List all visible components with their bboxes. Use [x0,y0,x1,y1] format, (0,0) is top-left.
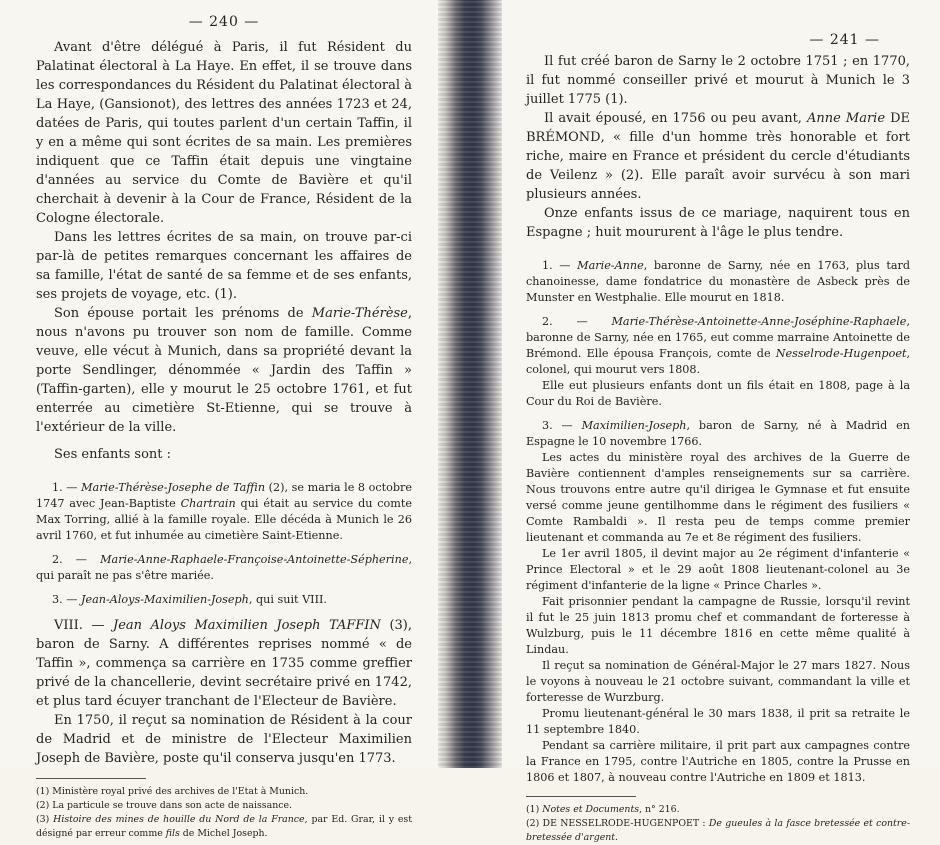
text: , baronne de Sarny, née en 1765, eut comme marraine Antoinette de Brémond. Elle épousa François, comte de [526,315,910,360]
paragraph: En 1750, il reçut sa nomination de Résident à la cour de Madrid et de ministre de l'Electeur Maximilien Joseph de Bavière, poste qu'il conserva jusqu'en 1773. [36,713,412,766]
name: Marie-Anne-Raphaele-Françoise-Antoinette-Sépherine [100,553,409,566]
name: Maximilien-Joseph [581,419,687,432]
paragraph: Pendant sa carrière militaire, il prit part aux campagnes contre la France en 1795, contre l'Autriche en 1805, contre la Prusse en 1806 et 1807, à nouveau contre l'Autriche en 1809 et 1813. [526,739,910,784]
paragraph: Fait prisonnier pendant la campagne de Russie, lorsqu'il revint il fut le 25 juin 1813 promu chef et commandant de forteresse à Wulzburg, puis le 11 décembre 1816 en cette même qualité à Lindau. [526,595,910,656]
name: DE BRÉMOND [526,111,911,145]
left-page [0,0,438,839]
entry-number: 1. — [52,481,82,494]
footnote-divider [36,778,146,779]
title: Notes et Documents [542,804,640,815]
text: , n° 216. [639,804,680,815]
entry-number: 3. — [52,593,81,606]
text: , baronne de Sarny, née en 1763, plus tard chanoinesse, dame fondatrice du monastère de Asbeck près de Munster en Westphalie. Elle mourut en 1818. [526,259,910,304]
paragraph: Elle eut plusieurs enfants dont un fils était en 1808, page à la Cour du Roi de Bavière. [526,379,910,408]
paragraph: Dans les lettres écrites de sa main, on trouve par-ci par-là de petites remarques concernant les affaires de sa famille, l'état de santé de sa femme et de ses enfants, ses projets de voyage, etc. (1). [36,230,412,302]
footnote [36,813,412,841]
child-entry [526,258,910,306]
paragraph: Ses enfants sont : [54,447,172,462]
paragraph: Onze enfants issus de ce mariage, naquirent tous en Espagne ; huit moururent à l'âge le plus tendre. [526,206,910,240]
text: (1) [526,804,543,815]
entry-number: 3. — [542,419,582,432]
paragraph [36,616,412,711]
footnote [526,803,910,817]
paragraph: Il fut créé baron de Sarny le 2 octobre 1751 ; en 1770, il fut nommé conseiller privé et mourut à Munich le 3 juillet 1775 (1). [526,54,910,107]
text: Il avait épousé, en 1756 ou peu avant, [544,111,808,126]
blazon: De gueules à la fasce bretessée et contre-bretessée d'argent. [526,818,911,843]
text: , qui paraît ne pas s'être mariée. [36,553,412,582]
child-entry [526,314,910,378]
text: , qui suit VIII. [248,593,327,606]
name: Marie-Thérèse [311,306,408,321]
text: de Michel Joseph. [179,828,268,839]
name: Jean-Aloys-Maximilien-Joseph [80,593,249,606]
text: , par Ed. Grar, il y est désigné par erreur comme [36,814,413,839]
entry-number: 2. — [52,553,101,566]
text: (2), se maria le 8 octobre 1747 avec Jean-Baptiste [36,481,412,510]
name: Chartrain [180,497,236,510]
name: Marie-Thérèse-Josephe de Taffin [81,481,266,494]
paragraph: Le 1er avril 1805, il devint major au 2e régiment d'infanterie « Prince Electoral » et le 29 août 1808 lieutenant-colonel au 3e régiment d'infanterie de la ligne « Prince Charles ». [526,547,910,592]
paragraph: Avant d'être délégué à Paris, il fut Résident du Palatinat électoral à La Haye. En effet, il se trouve dans les correspondances du Résident du Palatinat électoral à La Haye, (Gansionot), des lettres des années 1723 et 24, datées de Paris, qui toutes parlent d'un certain Taffin, il y en a même qui sont écrites de sa main. Les premières indiquent que ce Taffin était depuis une vingtaine d'années au service du Comte de Bavière et qu'il cherchait à devenir à la Cour de France, Résident de la Cologne électorale. [36,40,412,226]
text: , baron de Sarny, né à Madrid en Espagne le 10 novembre 1766. [526,419,910,448]
child-entry [36,480,412,544]
page-number-left: — 240 — [188,14,260,30]
name: Nesselrode-Hugenpoet [775,347,907,360]
text: Son épouse portait les prénoms de [54,306,312,321]
name: Anne Marie [807,111,886,126]
child-entry [36,552,412,584]
text: qui était au service du comte Max Torring, allié à la famille royale. Elle décéda à Munich le 26 avril 1760, et fut inhumée au cimetière Saint-Etienne. [36,497,412,542]
footnote [526,817,910,845]
child-entry [36,592,412,608]
paragraph: Les actes du ministère royal des archives de la Guerre de Bavière contiennent d'amples renseignements sur sa carrière. Nous trouvons entre autre qu'il dirigea le Gymnase et fut ensuite versé comme jeune gentilhomme dans le régiment des fusiliers « Comte Rambaldi ». Il resta peu de temps comme premier lieutenant et commanda au 7e et 8e régiment des fusiliers. [526,451,910,544]
child-entry [526,418,910,450]
section-number: VIII. — [54,618,113,633]
footnote: (1) Ministère royal privé des archives de l'Etat à Munich. [36,786,309,797]
paragraph: Il reçut sa nomination de Général-Major le 27 mars 1827. Nous le voyons à nouveau le 21 octobre suivant, commandant la ville et forteresse de Wurzburg. [526,659,910,704]
entry-number: 2. — [542,315,612,328]
book-gutter [438,0,502,768]
footnote-divider [526,796,636,797]
text: fils [165,828,180,839]
text: , nous n'avons pu trouver son nom de famille. Comme veuve, elle vécut à Munich, dans sa propriété devant la porte Sendlinger, dénommée « Jardin des Taffin » (Taffin-garten), elle y mourut le 25 octobre 1761, et fut enterrée au cimetière St-Etienne, qui se trouve à l'extérieur de la ville. [36,306,412,435]
text: , « fille d'un homme très honorable et fort riche, maire en France et président du cercle d'étudiants de Veilenz » (2). Elle paraît avoir survécu à son mari plusieurs années. [526,130,910,202]
entry-number: 1. — [542,259,578,272]
paragraph: Promu lieutenant-général le 30 mars 1838, il prit sa retraite le 11 septembre 1840. [526,707,910,736]
name: Marie-Anne [577,259,644,272]
name: Jean Aloys Maximilien Joseph TAFFIN [112,618,381,633]
text: , colonel, qui mourut vers 1808. [526,347,910,376]
right-page [502,0,940,843]
title: Histoire des mines de houille du Nord de la France [53,814,305,825]
page-number-right: — 241 — [809,32,880,48]
text: (3), baron de Sarny. A différentes reprises nommé « de Taffin », commença sa carrière en 1735 comme greffier privé de la chancellerie, devint secrétaire privé en 1742, et plus tard écuyer tranchant de l'Electeur de Bavière. [36,618,412,709]
footnote: (2) La particule se trouve dans son acte de naissance. [36,800,293,811]
text: (3) [36,814,54,825]
paragraph [526,109,910,204]
paragraph [36,304,412,437]
name: Marie-Thérèse-Antoinette-Anne-Joséphine-Raphaele [611,315,907,328]
text: (2) DE NESSELRODE-HUGENPOET : [526,818,709,829]
